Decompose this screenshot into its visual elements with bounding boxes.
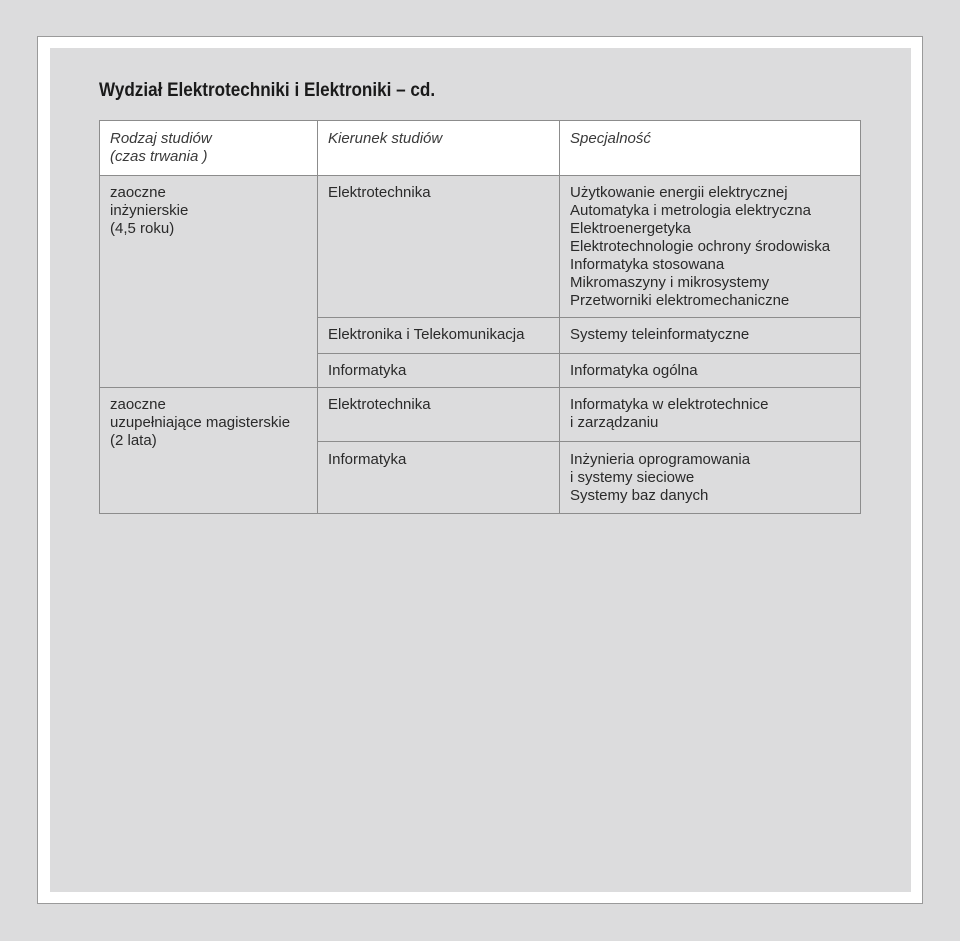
- header-specjalnosc: Specjalność: [560, 121, 860, 175]
- header-divider: [100, 175, 860, 176]
- specjalnosc-item: Informatyka ogólna: [570, 362, 698, 379]
- specjalnosc-item: Elektrotechnologie ochrony środowiska: [570, 238, 831, 255]
- rodzaj-line: uzupełniające magisterskie: [110, 414, 291, 431]
- header-rodzaj-line-2: (czas trwania ): [110, 148, 208, 165]
- specjalnosc-item: i zarządzaniu: [570, 414, 659, 431]
- kierunek-cell: Informatyka: [328, 362, 407, 379]
- specjalnosc-item: Systemy baz danych: [570, 487, 709, 504]
- specjalnosc-cell: [560, 387, 860, 441]
- specjalnosc-item: Informatyka w elektrotechnice: [570, 396, 769, 413]
- row-divider: [318, 353, 860, 354]
- rodzaj-line: (2 lata): [110, 432, 157, 449]
- studies-table: [99, 120, 861, 514]
- specjalnosc-item: Użytkowanie energii elektrycznej: [570, 184, 788, 201]
- kierunek-cell: Elektrotechnika: [328, 184, 431, 201]
- kierunek-cell: Elektrotechnika: [328, 396, 431, 413]
- specjalnosc-cell: [560, 175, 860, 317]
- specjalnosc-item: i systemy sieciowe: [570, 469, 695, 486]
- header-kierunek: Kierunek studiów: [318, 121, 560, 175]
- row-divider: [318, 441, 860, 442]
- rodzaj-line: zaoczne: [110, 396, 166, 413]
- rodzaj-line: inżynierskie: [110, 202, 189, 219]
- header-rodzaj-line-1: Rodzaj studiów: [110, 130, 212, 147]
- kierunek-cell: Elektronika i Telekomunikacja: [328, 326, 525, 343]
- specjalnosc-cell: [560, 441, 860, 513]
- rodzaj-cell-inzynierskie: [100, 175, 318, 387]
- group-divider: [100, 387, 860, 388]
- specjalnosc-item: Informatyka stosowana: [570, 256, 725, 273]
- rodzaj-line: zaoczne: [110, 184, 166, 201]
- row-divider: [318, 317, 860, 318]
- rodzaj-line: (4,5 roku): [110, 220, 175, 237]
- specjalnosc-item: Inżynieria oprogramowania: [570, 451, 751, 468]
- specjalnosc-cell: [560, 317, 860, 353]
- rodzaj-cell-magisterskie: [100, 387, 318, 513]
- specjalnosc-item: Systemy teleinformatyczne: [570, 326, 750, 343]
- specjalnosc-cell: [560, 353, 860, 387]
- document-title: Wydział Elektrotechniki i Elektroniki – cd.: [99, 80, 436, 101]
- kierunek-cell: Informatyka: [328, 451, 407, 468]
- header-rodzaj: [100, 121, 318, 175]
- specjalnosc-item: Przetworniki elektromechaniczne: [570, 292, 790, 309]
- specjalnosc-item: Mikromaszyny i mikrosystemy: [570, 274, 770, 291]
- specjalnosc-item: Automatyka i metrologia elektryczna: [570, 202, 811, 219]
- specjalnosc-item: Elektroenergetyka: [570, 220, 691, 237]
